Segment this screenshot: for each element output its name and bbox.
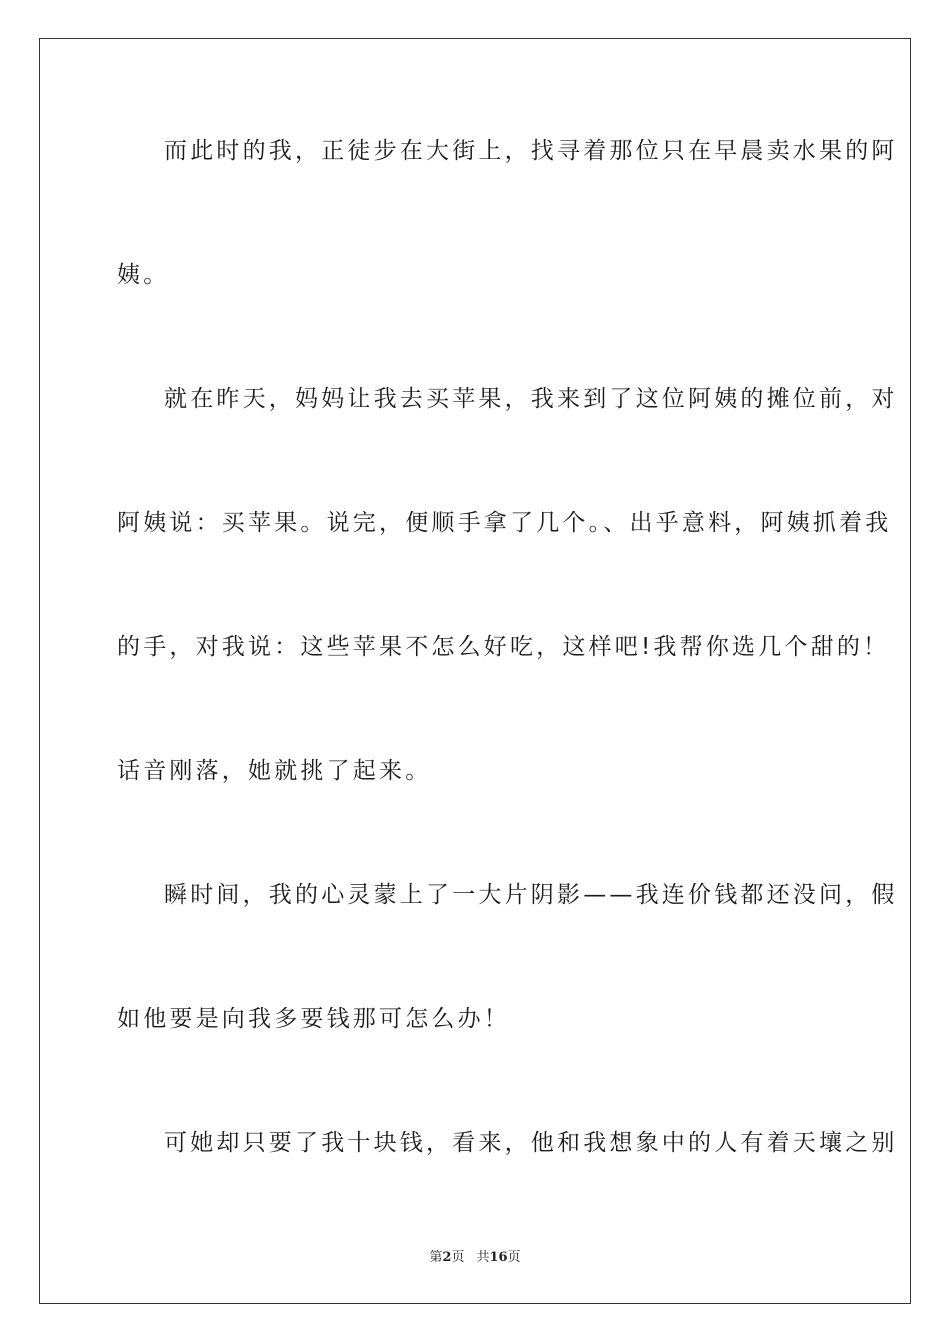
page-suffix: 页 [451, 1250, 465, 1265]
page-border [39, 38, 911, 1304]
paragraph-2-line-2: 阿姨说：买苹果。说完，便顺手拿了几个。、出乎意料，阿姨抓着我 [117, 510, 892, 536]
paragraph-2-line-3: 的手，对我说：这些苹果不怎么好吃，这样吧!我帮你选几个甜的！ [117, 634, 890, 660]
paragraph-2-line-1: 就在昨天，妈妈让我去买苹果，我来到了这位阿姨的摊位前，对 [164, 386, 898, 412]
paragraph-2-line-4: 话音刚落，她就挑了起来。 [117, 758, 432, 784]
page-total: 16 [489, 1250, 508, 1265]
paragraph-3-line-1: 瞬时间，我的心灵蒙上了一大片阴影——我连价钱都还没问，假 [164, 882, 898, 908]
paragraph-4-line-1: 可她却只要了我十块钱，看来，他和我想象中的人有着天壤之别 [164, 1130, 898, 1156]
paragraph-3-line-2: 如他要是向我多要钱那可怎么办！ [117, 1006, 510, 1032]
paragraph-1-line-2: 姨。 [117, 262, 170, 288]
total-suffix: 页 [507, 1250, 521, 1265]
paragraph-1-line-1: 而此时的我，正徒步在大街上，找寻着那位只在早晨卖水果的阿 [164, 138, 898, 164]
total-prefix: 共 [476, 1250, 490, 1265]
page-prefix: 第 [429, 1250, 443, 1265]
page-current: 2 [442, 1250, 452, 1265]
page-footer [0, 1246, 950, 1265]
